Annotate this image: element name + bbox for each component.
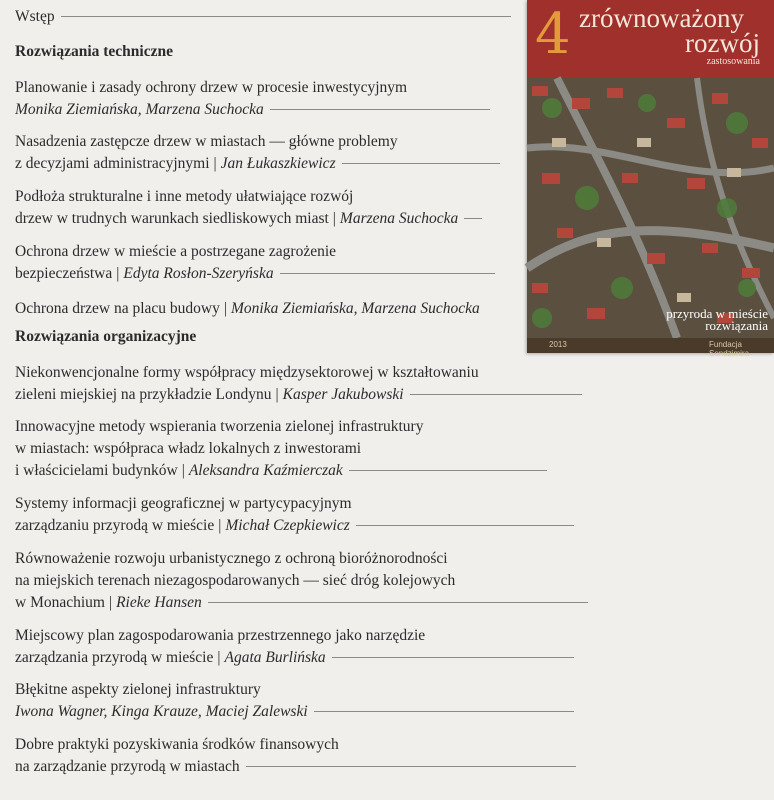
entry-title: Innowacyjne metody wspierania tworzenia zielonej infrastruktury [15,418,424,435]
separator: | [223,300,227,317]
entry-title: Planowanie i zasady ochrony drzew w procesie inwestycyjnym [15,79,408,96]
leader-line [61,16,511,17]
entry-author: Monika Ziemiańska, Marzena Suchocka [230,300,480,317]
entry-title: Ochrona drzew w mieście a postrzegane zagrożenie [15,243,337,260]
entry-title: w Monachium [15,594,105,611]
cover-title: zrównoważony [579,3,744,33]
cover-publisher: Fundacja Sendzimira [709,340,750,358]
separator: | [275,386,279,403]
entry-title: bezpieczeństwa [15,265,113,282]
entry-title: Systemy informacji geograficznej w partycypacyjnym [15,495,352,512]
leader-line [342,163,500,164]
toc-entry[interactable] [15,186,482,230]
entry-title: z decyzjami administracyjnymi [15,155,210,172]
entry-title: Ochrona drzew na placu budowy [15,300,220,317]
separator: | [332,210,336,227]
entry-author: Aleksandra Kaźmierczak [188,462,343,479]
entry-title: Wstęp [15,8,55,25]
entry-author: Edyta Rosłon-Szeryńska [123,265,274,282]
entry-title: na zarządzanie przyrodą w miastach [15,758,240,775]
leader-line [208,602,588,603]
separator: | [116,265,120,282]
entry-author: Monika Ziemiańska, Marzena Suchocka [15,101,264,118]
toc-entry[interactable] [15,679,574,723]
book-cover [527,0,774,358]
entry-title: Podłoża strukturalne i inne metody ułatwiające rozwój [15,188,354,205]
toc-entry[interactable] [15,298,480,320]
leader-line [270,109,490,110]
toc-entry[interactable] [15,734,576,778]
entry-author: Jan Łukaszkiewicz [220,155,336,172]
cover-title: rozwój [685,28,760,58]
entry-author: Michał Czepkiewicz [225,517,350,534]
leader-line [410,394,582,395]
cover-subtitle: rozwiązania [705,318,768,333]
entry-title: Niekonwencjonalne formy współpracy międzysektorowej w kształtowaniu [15,364,479,381]
leader-line [464,218,482,219]
toc-entry[interactable] [15,131,500,175]
cover-year: 2013 [549,340,567,349]
leader-line [332,657,574,658]
toc-entry[interactable] [15,416,547,482]
cover-aerial-photo [527,78,774,338]
cover-series: zastosowania [706,56,760,67]
separator: | [218,517,222,534]
cover-volume-number: 4 [535,2,571,67]
toc-entry[interactable] [15,548,588,614]
section-heading-technical: Rozwiązania techniczne [15,43,173,60]
toc-entry[interactable] [15,241,495,285]
leader-line [280,273,495,274]
cover-subtitle: przyroda w mieście [666,306,768,321]
entry-title: Błękitne aspekty zielonej infrastruktury [15,681,261,698]
entry-author: Marzena Suchocka [339,210,459,227]
entry-author: Iwona Wagner, Kinga Krauze, Maciej Zalewski [15,703,308,720]
separator: | [213,155,217,172]
section-heading-organizational: Rozwiązania organizacyjne [15,328,197,345]
toc-entry[interactable] [15,77,490,121]
separator: | [108,594,113,611]
entry-author: Rieke Hansen [116,594,202,611]
entry-title: Równoważenie rozwoju urbanistycznego z ochroną bioróżnorodności [15,550,448,567]
toc-entry[interactable] [15,362,582,406]
entry-title: i właścicielami budynków [15,462,178,479]
entry-title: Miejscowy plan zagospodarowania przestrzennego jako narzędzie [15,627,426,644]
separator: | [217,649,221,666]
entry-title: Dobre praktyki pozyskiwania środków finansowych [15,736,339,753]
entry-title: Nasadzenia zastępcze drzew w miastach — główne problemy [15,133,398,150]
entry-title: zarządzaniu przyrodą w mieście [15,517,215,534]
entry-title: zarządzania przyrodą w mieście [15,649,214,666]
leader-line [246,766,576,767]
entry-author: Agata Burlińska [224,649,326,666]
entry-title: na miejskich terenach niezagospodarowanych — sieć dróg kolejowych [15,572,456,589]
toc-entry-intro[interactable] [15,6,511,28]
separator: | [181,462,185,479]
entry-author: Kasper Jakubowski [282,386,404,403]
entry-title: zieleni miejskiej na przykładzie Londynu [15,386,272,403]
leader-line [314,711,574,712]
toc-entry[interactable] [15,625,574,669]
leader-line [349,470,547,471]
entry-title: drzew w trudnych warunkach siedliskowych miast [15,210,329,227]
toc-entry[interactable] [15,493,574,537]
leader-line [356,525,574,526]
entry-title: w miastach: współpraca władz lokalnych z inwestorami [15,440,362,457]
